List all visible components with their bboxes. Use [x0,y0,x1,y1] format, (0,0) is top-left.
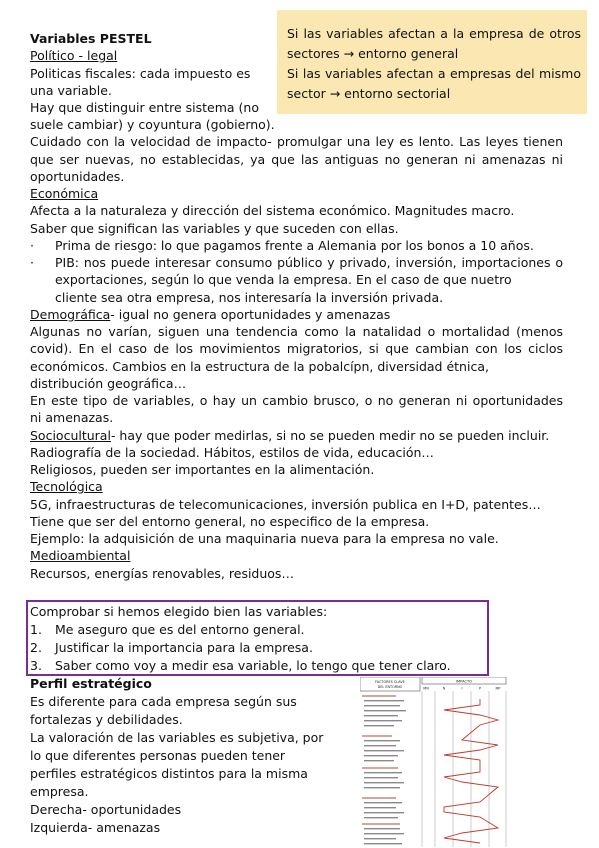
text-line: Tiene que ser del entorno general, no especifico de la empresa. [30,514,430,529]
section-heading-politico: Político - legal [30,48,118,63]
text-line: económicos. Cambios en la estructura de la pobalcípn, diversidad étnica, [30,359,489,374]
heading-suffix: - hay que poder medirlas, si no se pueden medir no se pueden incluir. [110,428,550,443]
text-line: Algunas no varían, siguen una tendencia como la natalidad o mortalidad (menos [30,324,563,339]
text-line: Cuidado con la velocidad de impacto- promulgar una ley es lento. Las leyes tienen [30,134,563,149]
text-line: covid). En el caso de los movimientos migratorios, si que cambian con los ciclos [30,341,563,356]
text-line: una variable. [30,83,112,98]
text-line: lo que diferentes personas pueden tener [30,748,286,763]
note-line: Si las variables afectan a empresas del mismo [287,66,581,81]
checklist-item: Justificar la importancia para la empresa. [55,640,313,655]
svg-text:DEL ENTORNO: DEL ENTORNO [377,685,403,689]
text-line: Es diferente para cada empresa según sus [30,694,297,709]
text-line: perfiles estratégicos distintos para la misma [30,766,308,781]
checklist-number: 3. [30,658,42,673]
svg-text:IMPACTO: IMPACTO [455,679,473,684]
text-line: Politicas fiscales: cada impuesto es [30,66,251,81]
section-heading-tecnologica: Tecnológica [30,479,103,494]
text-line: distribución geográfica… [30,376,187,391]
note-box [277,10,587,114]
section-heading-medioambiental: Medioambiental [30,548,131,563]
text-line: Radiografía de la sociedad. Hábitos, estilos de vida, educación… [30,445,434,460]
heading-suffix: - igual no genera oportunidades y amenazas [110,307,391,322]
bullet-item: exportaciones, según lo que venda la empresa. En el caso de que nuetro [55,272,512,287]
strategic-profile-figure [360,677,596,847]
checklist-intro: Comprobar si hemos elegido bien las variables: [30,604,328,619]
checklist-item: Me aseguro que es del entorno general. [55,622,305,637]
text-line: Recursos, energías renovables, residuos… [30,566,294,581]
text-line: Hay que distinguir entre sistema (no [30,100,259,115]
svg-text:N: N [442,686,446,691]
bullet-item: Prima de riesgo: lo que pagamos frente a Alemania por los bonos a 10 años. [55,238,534,253]
text-line: La valoración de las variables es subjetiva, por [30,730,324,745]
text-line: Izquierda- amenazas [30,820,161,835]
text-line: Afecta a la naturaleza y dirección del sistema económico. Magnitudes macro. [30,203,515,218]
section-heading-sociocultural [30,427,549,444]
section-heading-demografica [30,306,390,323]
svg-text:FACTORES CLAVE: FACTORES CLAVE [375,680,405,684]
svg-text:MN: MN [423,686,429,691]
checklist-number: 2. [30,640,42,655]
text-line: oportunidades. [30,169,125,184]
heading-label: Demográfica [30,307,111,322]
heading-label: Sociocultural [30,428,111,443]
section-heading-perfil: Perfil estratégico [30,676,152,691]
section-heading-economica: Económica [30,186,99,201]
note-line: sector → entorno sectorial [287,86,451,101]
text-line: empresa. [30,784,89,799]
text-line: Religiosos, pueden ser importantes en la alimentación. [30,462,375,477]
bullet-marker: · [30,238,34,253]
text-line: que ser nuevas, no establecidas, ya que las antiguas no generan ni amenazas ni [30,152,563,167]
text-line: fortalezas y debilidades. [30,712,183,727]
text-line: ni amenazas. [30,410,114,425]
bullet-marker: · [30,255,34,270]
svg-text:P: P [478,686,482,691]
note-line: sectores → entorno general [287,46,459,61]
text-line: Saber que significan las variables y que suceden con ellas. [30,221,399,236]
text-line: 5G, infraestructuras de telecomunicaciones, inversión publica en I+D, patentes… [30,497,541,512]
text-line: Ejemplo: la adquisición de una maquinaria nueva para la empresa no vale. [30,531,499,546]
checklist-number: 1. [30,622,42,637]
text-line: suele cambiar) y coyuntura (gobierno). [30,117,275,132]
bullet-item: PIB: nos puede interesar consumo público y privado, inversión, importaciones o [55,255,563,270]
text-line: En este tipo de variables, o hay un cambio brusco, o no generan ni oportunidades [30,393,563,408]
svg-text:MP: MP [495,686,501,691]
bullet-item: cliente sea otra empresa, nos interesaría la inversión privada. [55,290,444,305]
text-line: Derecha- oportunidades [30,802,182,817]
note-line: Si las variables afectan a la empresa de otros [287,26,581,41]
checklist-item: Saber como voy a medir esa variable, lo tengo que tener claro. [55,658,451,673]
page-title: Variables PESTEL [30,31,152,46]
svg-text:I: I [461,686,463,691]
